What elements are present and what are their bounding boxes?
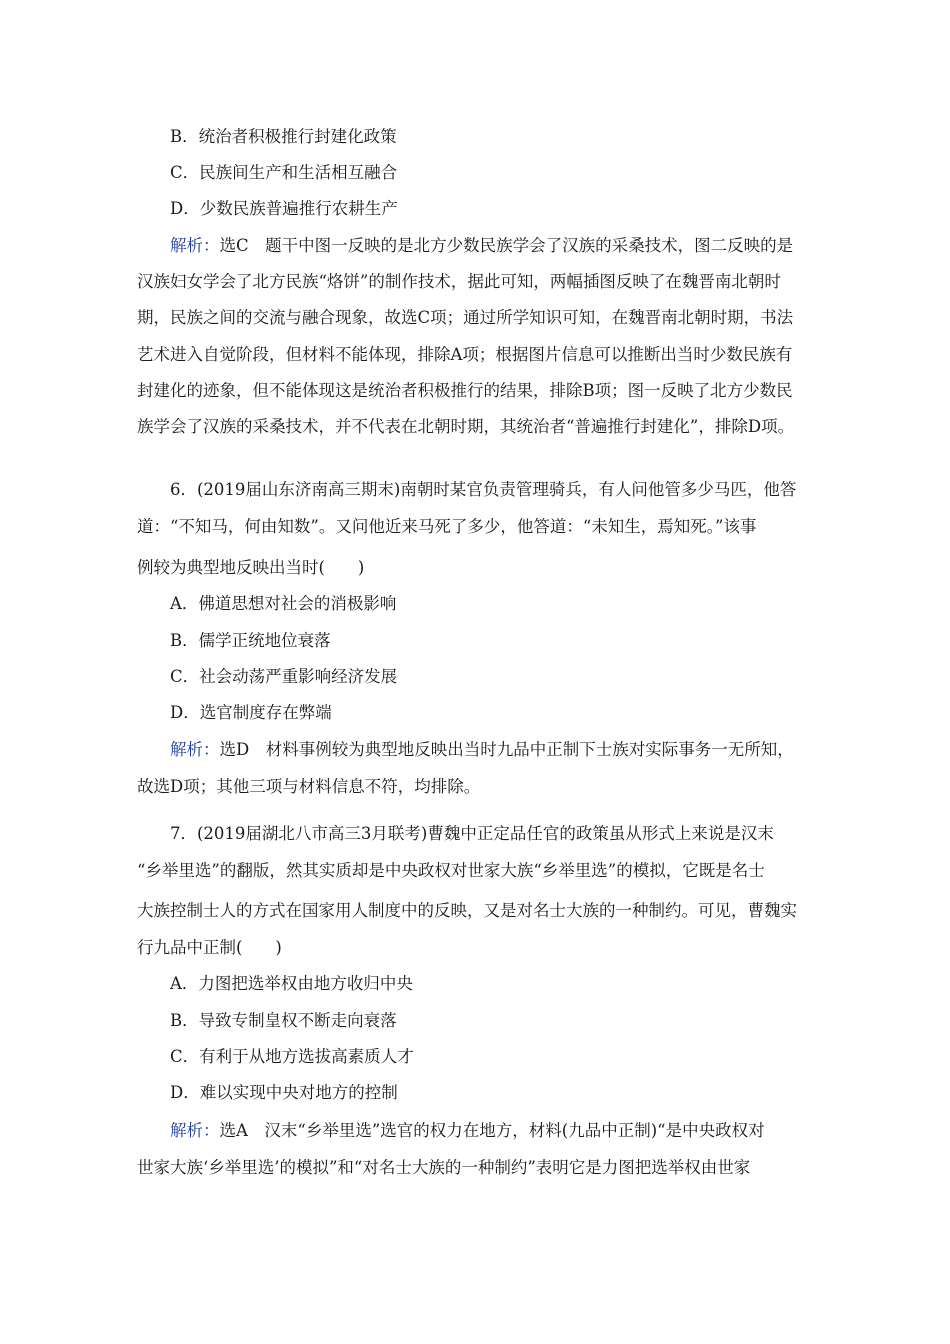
q6-option-c: C．社会动荡严重影响经济发展 bbox=[170, 667, 398, 686]
q7-analysis-line-1 bbox=[170, 1121, 765, 1141]
q7-option-c: C．有利于从地方选拔高素质人才 bbox=[170, 1047, 414, 1066]
q6-option-b: B．儒学正统地位衰落 bbox=[170, 631, 331, 650]
q7-stem-line-2: “乡举里选”的翻版，然其实质却是中央政权对世家大族“乡举里选”的模拟，它既是名士 bbox=[137, 861, 765, 880]
q5-option-c: C．民族间生产和生活相互融合 bbox=[170, 163, 398, 182]
q6-analysis-line-2: 故选D项；其他三项与材料信息不符，均排除。 bbox=[137, 777, 481, 796]
q6-stem-line-1: 6．(2019届山东济南高三期末)南朝时某官负责管理骑兵，有人问他管多少马匹，他答 bbox=[170, 480, 797, 499]
q7-stem-line-3: 大族控制士人的方式在国家用人制度中的反映，又是对名士大族的一种制约。可见，曹魏实 bbox=[137, 901, 797, 920]
analysis-label: 解析： bbox=[170, 236, 220, 255]
q6-stem-line-3: 例较为典型地反映出当时( ) bbox=[137, 558, 365, 577]
analysis-text: 选D 材料事例较为典型地反映出当时九品中正制下士族对实际事务一无所知， bbox=[219, 740, 794, 759]
analysis-label: 解析： bbox=[170, 740, 220, 759]
q7-option-b: B．导致专制皇权不断走向衰落 bbox=[170, 1011, 397, 1030]
q6-analysis-line-1 bbox=[170, 740, 794, 760]
q5-analysis-line-6: 族学会了汉族的采桑技术，并不代表在北朝时期，其统治者“普遍推行封建化”，排除D项。 bbox=[137, 417, 795, 436]
analysis-text: 选C 题干中图一反映的是北方少数民族学会了汉族的采桑技术，图二反映的是 bbox=[219, 236, 794, 255]
analysis-label: 解析： bbox=[170, 1121, 220, 1140]
q5-option-d: D．少数民族普遍推行农耕生产 bbox=[170, 199, 398, 218]
q5-analysis-line-2: 汉族妇女学会了北方民族“烙饼”的制作技术，据此可知，两幅插图反映了在魏晋南北朝时 bbox=[137, 272, 781, 291]
q5-analysis-line-1 bbox=[170, 236, 793, 256]
analysis-text: 选A 汉末“乡举里选”选官的权力在地方，材料(九品中正制)“是中央政权对 bbox=[219, 1121, 765, 1140]
q5-option-b: B．统治者积极推行封建化政策 bbox=[170, 127, 397, 146]
q7-option-a: A．力图把选举权由地方收归中央 bbox=[170, 974, 413, 993]
q7-option-d: D．难以实现中央对地方的控制 bbox=[170, 1083, 398, 1102]
q6-option-a: A．佛道思想对社会的消极影响 bbox=[170, 594, 397, 613]
q6-option-d: D．选官制度存在弊端 bbox=[170, 703, 332, 722]
q5-analysis-line-4: 艺术进入自觉阶段，但材料不能体现，排除A项；根据图片信息可以推断出当时少数民族有 bbox=[137, 345, 793, 364]
q7-stem-line-1: 7．(2019届湖北八市高三3月联考)曹魏中正定品任官的政策虽从形式上来说是汉末 bbox=[170, 824, 774, 843]
q7-analysis-line-2: 世家大族‘乡举里选’的模拟”和“对名士大族的一种制约”表明它是力图把选举权由世家 bbox=[137, 1158, 751, 1177]
q7-stem-line-4: 行九品中正制( ) bbox=[137, 938, 282, 957]
q5-analysis-line-5: 封建化的迹象，但不能体现这是统治者积极推行的结果，排除B项；图一反映了北方少数民 bbox=[137, 381, 793, 400]
q5-analysis-line-3: 期，民族之间的交流与融合现象，故选C项；通过所学知识可知，在魏晋南北朝时期，书法 bbox=[137, 308, 794, 327]
q6-stem-line-2: 道：“不知马，何由知数”。又问他近来马死了多少，他答道：“未知生，焉知死。”该事 bbox=[137, 517, 757, 536]
